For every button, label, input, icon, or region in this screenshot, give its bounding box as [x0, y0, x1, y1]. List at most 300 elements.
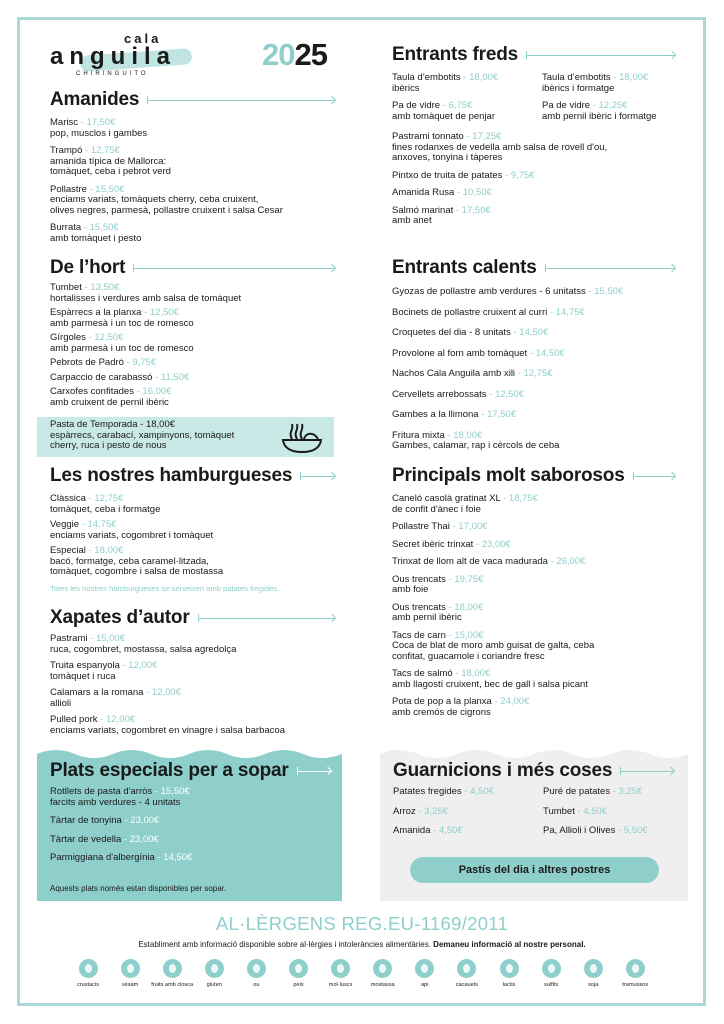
- menu-item: [393, 807, 543, 818]
- arrow-icon: [147, 95, 336, 105]
- item-description: tomàquet i ruca: [50, 670, 116, 682]
- arrow-icon: [620, 766, 675, 776]
- item-price: - 5,50€: [615, 825, 647, 836]
- item-price: - 12,75€: [515, 368, 553, 379]
- menu-item: [50, 358, 336, 369]
- section-hamburgueses: [50, 465, 336, 593]
- menu-item: [392, 101, 542, 122]
- item-name: Nachos Cala Anguila amb xili: [392, 368, 516, 379]
- item-name: Ous trencats: [392, 601, 446, 613]
- item-list: [50, 118, 336, 244]
- allergen-label: peix: [293, 982, 304, 988]
- item-description: ibèrics i formatge: [542, 82, 615, 94]
- allergens-text: Establiment amb informació disponible sobre al·lèrgies i intoleràncies alimentàries.: [138, 940, 431, 949]
- item-list: [50, 787, 332, 864]
- menu-item: [50, 118, 336, 139]
- section-title: Plats especials per a sopar: [50, 760, 289, 781]
- item-price: - 19,75€: [446, 574, 484, 585]
- item-price: - 12,25€: [590, 100, 628, 111]
- item-price: - 17,00€: [450, 521, 488, 532]
- item-grid: [393, 787, 675, 837]
- item-price: - 12,50€: [141, 307, 179, 318]
- menu-item: [50, 387, 336, 408]
- item-price: - 17,50€: [78, 117, 116, 128]
- item-column: [50, 283, 336, 408]
- item-price: - 14,75€: [547, 307, 585, 318]
- allergen-item: [614, 959, 656, 988]
- menu-item: [50, 853, 332, 864]
- menu-item: [392, 431, 676, 452]
- arrow-head: [668, 471, 676, 479]
- section-freds: [392, 44, 676, 227]
- allergen-label: api: [421, 982, 429, 988]
- item-description: tomàquet, ceba i formatge: [50, 503, 161, 515]
- allergen-item: [320, 959, 362, 988]
- item-description: ruca, cogombret, mostassa, salsa agredolça: [50, 643, 237, 655]
- item-price: - 14,50€: [155, 852, 193, 863]
- item-name: Taula d’embotits: [542, 72, 611, 83]
- item-description: hortalisses i verdures amb salsa de tomàquet: [50, 292, 242, 304]
- item-name: Pa, Allioli i Olives: [543, 825, 616, 836]
- item-name: Tumbet: [543, 805, 575, 817]
- celery-icon: [415, 959, 434, 978]
- menu-item: [50, 223, 336, 244]
- item-name: Truita espanyola: [50, 660, 120, 671]
- item-name: Tàrtar de vedella: [50, 833, 122, 845]
- allergen-item: [235, 959, 277, 988]
- menu-item: [392, 631, 676, 663]
- menu-item: [543, 787, 677, 798]
- allergen-item: [530, 959, 572, 988]
- item-name: Pa de vidre: [392, 100, 441, 111]
- arrow-tail: [198, 614, 199, 622]
- menu-item: [50, 333, 336, 354]
- item-price: - 12,00€: [120, 660, 158, 671]
- item-list: [50, 634, 336, 736]
- arrow-head: [328, 263, 336, 271]
- menu-item: [50, 185, 336, 217]
- featured-dish: [37, 417, 334, 457]
- menu-item: [392, 206, 676, 227]
- item-name: Clàssica: [50, 493, 86, 504]
- item-description: amb anet: [392, 215, 432, 226]
- item-price: - 3,25€: [416, 806, 448, 817]
- pasta-bowl-icon: [280, 420, 324, 454]
- item-name: Caneló casolà gratinat XL: [392, 493, 501, 504]
- logo: [50, 32, 200, 80]
- menu-item: [393, 826, 543, 837]
- allergen-item: [67, 959, 109, 988]
- item-description: amb tomàquet de penjar: [392, 110, 495, 122]
- milk-icon: [500, 959, 519, 978]
- section-title: Guarnicions i més coses: [393, 760, 613, 781]
- item-name: Pollastre Thai: [392, 521, 450, 532]
- item-price: - 6,75€: [440, 100, 472, 111]
- item-description: allioli: [50, 697, 72, 709]
- item-description: ibèrics: [392, 82, 420, 94]
- allergen-item: [446, 959, 488, 988]
- section-xapates: [50, 607, 336, 736]
- menu-item: [392, 540, 676, 551]
- item-name: Veggie: [50, 519, 80, 530]
- section-principals: [392, 465, 676, 718]
- item-price: - 16,00€: [134, 386, 172, 397]
- item-price: - 24,00€: [492, 696, 530, 707]
- item-description: tomàquet, cogombre i salsa de mostassa: [50, 566, 224, 577]
- item-description: enciams variats, cogombret en vinagre i salsa barbacoa: [50, 724, 285, 736]
- item-description: Gambes, calamar, rap i cèrcols de ceba: [392, 440, 560, 451]
- menu-item: [392, 603, 676, 624]
- nut-icon: [163, 959, 182, 978]
- menu-item: [50, 835, 332, 846]
- item-column: [50, 118, 336, 244]
- menu-item: [50, 816, 332, 827]
- menu-item: [392, 522, 676, 533]
- allergen-label: mol·luscs: [328, 982, 353, 988]
- item-name: Carpaccio de carabassó: [50, 371, 153, 383]
- special-dinner-box: [37, 746, 342, 901]
- allergen-item: [488, 959, 530, 988]
- item-price: - 12,00€: [143, 687, 181, 698]
- allergen-item: [193, 959, 235, 988]
- menu-item: [50, 787, 332, 808]
- item-name: Pastrami tonnato: [392, 131, 464, 142]
- item-description: fines rodanxes de vedella amb salsa de rovell d'ou,: [392, 141, 608, 153]
- item-description: tomàquet, ceba i pebrot verd: [50, 166, 171, 177]
- item-name: Bocinets de pollastre cruixent al curri: [392, 306, 548, 318]
- menu-item: [392, 557, 676, 568]
- sesame-icon: [121, 959, 140, 978]
- special-note: Aquests plats només estan disponibles per sopar.: [50, 884, 227, 893]
- item-price: - 18,00€: [86, 545, 124, 556]
- section-title: Xapates d’autor: [50, 607, 190, 628]
- item-description: amb parmesà i un toc de romesco: [50, 342, 194, 354]
- item-price: - 15,00€: [87, 633, 125, 644]
- arrow-icon: [133, 263, 336, 273]
- item-description: amb pernil ibèric i formatge: [542, 110, 657, 122]
- item-name: Marisc: [50, 117, 78, 128]
- arrow-tail: [133, 264, 134, 272]
- item-description: amb llagostí cruixent, bec de gall i salsa picant: [392, 678, 588, 690]
- item-name: Gyozas de pollastre amb verdures - 6 unitatss: [392, 286, 586, 297]
- item-name: Tacs de salmó: [392, 668, 453, 679]
- item-price: - 17,50€: [453, 205, 491, 216]
- item-name: Rotllets de pasta d'arròs: [50, 786, 153, 797]
- item-price: - 18,00€: [445, 430, 483, 441]
- item-column: [392, 494, 676, 718]
- item-price: - 15,50€: [152, 786, 190, 797]
- arrow-tail: [147, 96, 148, 104]
- item-name: Secret ibèric trinxat: [392, 538, 474, 550]
- arrow-icon: [526, 50, 676, 60]
- item-price: - 18,75€: [500, 493, 538, 504]
- menu-item: [392, 287, 676, 298]
- menu-item: [392, 171, 676, 182]
- item-price: - 18,00€: [446, 602, 484, 613]
- item-price: - 18,00€: [453, 668, 491, 679]
- item-price: - 15,50€: [87, 184, 125, 195]
- menu-item: [392, 410, 676, 421]
- section-header: [392, 44, 676, 66]
- item-price: - 12,75€: [86, 493, 124, 504]
- menu-item: [50, 308, 336, 329]
- egg-icon: [247, 959, 266, 978]
- fish-icon: [289, 959, 308, 978]
- item-name: Fritura mixta: [392, 429, 445, 441]
- arrow-head: [324, 766, 332, 774]
- item-description: amb pernil ibèric: [392, 612, 462, 623]
- logo-subtitle: CHIRINGUITO: [76, 71, 149, 77]
- arrow-tail: [297, 767, 298, 775]
- item-column: [392, 132, 676, 227]
- item-column: [50, 634, 336, 736]
- arrow-head: [328, 613, 336, 621]
- item-name: Patates fregides: [393, 786, 462, 797]
- allergen-item: [362, 959, 404, 988]
- item-price: - 18,00€: [461, 72, 499, 83]
- item-price: - 17,25€: [464, 131, 502, 142]
- item-name: Tumbet: [50, 282, 82, 293]
- menu-item: [50, 283, 336, 304]
- section-header: [50, 89, 336, 111]
- featured-desc: cherry, ruca i pesto de nous: [50, 440, 167, 452]
- item-name: Provolone al forn amb tomàquet: [392, 347, 528, 359]
- item-name: Pa de vidre: [542, 100, 591, 111]
- item-name: Pintxo de truita de patates: [392, 169, 503, 181]
- item-price: - 4,50€: [462, 786, 494, 797]
- item-list: [392, 73, 676, 227]
- section-title: Principals molt saborosos: [392, 465, 625, 486]
- item-price: - 14,75€: [79, 519, 117, 530]
- item-price: - 13,50€: [82, 282, 120, 293]
- menu-item: [393, 787, 543, 798]
- arrow-head: [668, 50, 676, 58]
- item-list: [392, 287, 676, 452]
- allergen-label: cacauets: [455, 982, 479, 988]
- sides-box: [380, 746, 688, 901]
- item-price: - 9,75€: [502, 170, 534, 181]
- item-price: - 3,25€: [610, 786, 642, 797]
- menu-item: [392, 308, 676, 319]
- item-list: [392, 494, 676, 718]
- section-guarnicions: [393, 760, 675, 837]
- desserts-button[interactable]: Pastís del dia i altres postres: [410, 857, 659, 883]
- menu-item: [392, 669, 676, 690]
- section-hort: [50, 257, 336, 408]
- item-price: - 11,50€: [152, 372, 189, 383]
- shell-icon: [331, 959, 350, 978]
- section-title: Les nostres hamburgueses: [50, 465, 293, 486]
- allergen-item: [404, 959, 446, 988]
- allergens-info: [0, 940, 724, 950]
- item-description: amb parmesà i un toc de romesco: [50, 317, 194, 329]
- item-price: - 9,75€: [124, 357, 156, 368]
- logo-cala: cala: [124, 31, 162, 46]
- menu-item: [50, 661, 336, 682]
- item-price: - 14,50€: [527, 348, 565, 359]
- featured-price: - 18,00€: [138, 419, 176, 430]
- allergen-label: mostassa: [370, 982, 395, 988]
- arrow-tail: [300, 472, 301, 480]
- section-header: [393, 760, 675, 782]
- item-description: anxoves, tonyina i tàperes: [392, 152, 503, 163]
- item-description: enciams variats, cogombret i tomàquet: [50, 529, 214, 541]
- allergens-title: AL·LÈRGENS REG.EU-1169/2011: [215, 913, 509, 934]
- item-price: - 18,00€: [611, 72, 649, 83]
- section-title: De l’hort: [50, 257, 126, 278]
- item-name: Puré de patates: [543, 786, 611, 797]
- allergen-label: tramussos: [622, 982, 649, 988]
- allergen-item: [151, 959, 193, 988]
- item-name: Salmó marinat: [392, 204, 454, 216]
- item-name: Especial: [50, 545, 86, 556]
- arrow-tail: [633, 472, 634, 480]
- item-description: amb cruixent de pernil ibèric: [50, 396, 169, 408]
- logo-anguila: anguila: [50, 43, 177, 70]
- arrow-icon: [633, 471, 676, 481]
- allergens-text-bold: Demaneu informació al nostre personal.: [433, 940, 586, 949]
- item-description: pop, musclos i gambes: [50, 127, 148, 139]
- item-name: Arroz: [393, 805, 416, 817]
- allergen-item: [278, 959, 320, 988]
- mustard-icon: [373, 959, 392, 978]
- menu-item: [392, 369, 676, 380]
- arrow-icon: [297, 766, 332, 776]
- item-description: enciams variats, tomàquets cherry, ceba cruixent,: [50, 194, 259, 205]
- sulphites-icon: [542, 959, 561, 978]
- arrow-icon: [300, 471, 336, 481]
- menu-item: [542, 73, 676, 94]
- item-price: - 15,50€: [81, 222, 119, 233]
- item-name: Tàrtar de tonyina: [50, 815, 122, 826]
- soy-icon: [584, 959, 603, 978]
- section-title: Amanides: [50, 89, 140, 110]
- item-column: [50, 494, 336, 578]
- allergen-item: [109, 959, 151, 988]
- item-description: amb foie: [392, 584, 429, 595]
- menu-item: [542, 101, 676, 122]
- item-price: - 12,50€: [487, 389, 525, 400]
- section-especials: [50, 760, 332, 864]
- item-price: - 23,00€: [121, 834, 159, 845]
- item-description: Coca de blat de moro amb guisat de galta, ceba: [392, 640, 595, 651]
- section-header: [50, 607, 336, 629]
- item-name: Parmiggiana d'albergínia: [50, 852, 155, 863]
- menu-item: [50, 715, 336, 736]
- item-description: amb tomàquet i pesto: [50, 232, 142, 244]
- menu-item: [392, 188, 676, 199]
- item-description: amb cremós de cigrons: [392, 706, 491, 718]
- item-description: confitat, guacamole i coriandre fresc: [392, 650, 545, 662]
- item-description: de confit d'ànec i foie: [392, 503, 481, 515]
- item-price: - 4,50€: [575, 806, 607, 817]
- item-column: [50, 787, 332, 864]
- year: [262, 38, 327, 72]
- item-price: - 26,00€: [548, 556, 586, 567]
- menu-item: [50, 494, 336, 515]
- allergen-label: gluten: [206, 982, 222, 988]
- item-name: Calamars a la romana: [50, 687, 144, 698]
- item-name: Pota de pop a la planxa: [392, 696, 492, 707]
- arrow-tail: [620, 767, 621, 775]
- allergen-label: ou: [253, 982, 260, 988]
- menu-item: [392, 73, 542, 94]
- arrow-head: [668, 263, 676, 271]
- item-name: Carxofes confitades: [50, 386, 134, 397]
- featured-name: Pasta de Temporada: [50, 419, 138, 430]
- featured-desc: espàrrecs, carabací, xampinyons, tomàquet: [50, 429, 235, 441]
- item-price: - 17,50€: [479, 409, 517, 420]
- menu-item: [50, 373, 336, 384]
- item-description: bacó, formatge, ceba caramel·litzada,: [50, 555, 209, 567]
- arrow-tail: [545, 264, 546, 272]
- menu-item: [392, 575, 676, 596]
- item-description: farcits amb verdures - 4 unitats: [50, 796, 181, 808]
- item-name: Amanida Rusa: [392, 187, 455, 198]
- item-name: Ous trencats: [392, 573, 446, 585]
- allergen-label: crustacis: [76, 982, 100, 988]
- item-list: [50, 494, 336, 593]
- section-amanides: [50, 89, 336, 244]
- item-name: Amanida: [393, 825, 431, 836]
- item-name: Gambes a la llimona: [392, 409, 479, 420]
- arrow-icon: [198, 613, 336, 623]
- menu-item: [392, 697, 676, 718]
- item-name: Tacs de carn: [392, 629, 446, 641]
- item-price: - 12,75€: [82, 145, 120, 156]
- item-price: - 23,00€: [473, 539, 511, 550]
- menu-item: [50, 688, 336, 709]
- arrow-head: [328, 95, 336, 103]
- item-price: - 15,50€: [586, 286, 624, 297]
- item-price: - 10,50€: [454, 187, 492, 198]
- year-part: 20: [262, 37, 295, 72]
- item-name: Gírgoles: [50, 332, 86, 343]
- item-price: - 12,00€: [98, 714, 136, 725]
- item-description: amanida típica de Mallorca:: [50, 155, 167, 167]
- item-name: Cervellets arrebossats: [392, 388, 487, 400]
- item-name: Pebrots de Padró: [50, 357, 124, 368]
- item-name: Trampó: [50, 145, 83, 156]
- item-name: Espàrrecs a la planxa: [50, 307, 142, 318]
- arrow-head: [667, 766, 675, 774]
- section-header: [50, 465, 336, 487]
- item-name: Pastrami: [50, 633, 88, 644]
- item-grid: [392, 73, 676, 122]
- section-note: Totes les nostres hamburgueses se serveixen amb patates fregides.: [50, 583, 280, 593]
- item-price: - 15,00€: [446, 630, 484, 641]
- item-name: Taula d’embotits: [392, 72, 461, 83]
- menu-item: [543, 826, 677, 837]
- menu-item: [543, 807, 677, 818]
- section-header: [392, 257, 676, 279]
- section-calents: [392, 257, 676, 452]
- allergen-label: fruits amb closca: [151, 982, 194, 988]
- menu-item: [50, 634, 336, 655]
- menu-item: [392, 328, 676, 339]
- year-part: 25: [294, 37, 327, 72]
- item-price: - 23,00€: [122, 815, 160, 826]
- peanut-icon: [457, 959, 476, 978]
- crab-icon: [79, 959, 98, 978]
- item-price: - 12,50€: [86, 332, 124, 343]
- menu-item: [392, 132, 676, 164]
- item-column: [392, 287, 676, 452]
- wheat-icon: [205, 959, 224, 978]
- lupin-icon: [626, 959, 645, 978]
- allergen-label: sèsam: [121, 982, 139, 988]
- allergen-label: sulfits: [543, 982, 559, 988]
